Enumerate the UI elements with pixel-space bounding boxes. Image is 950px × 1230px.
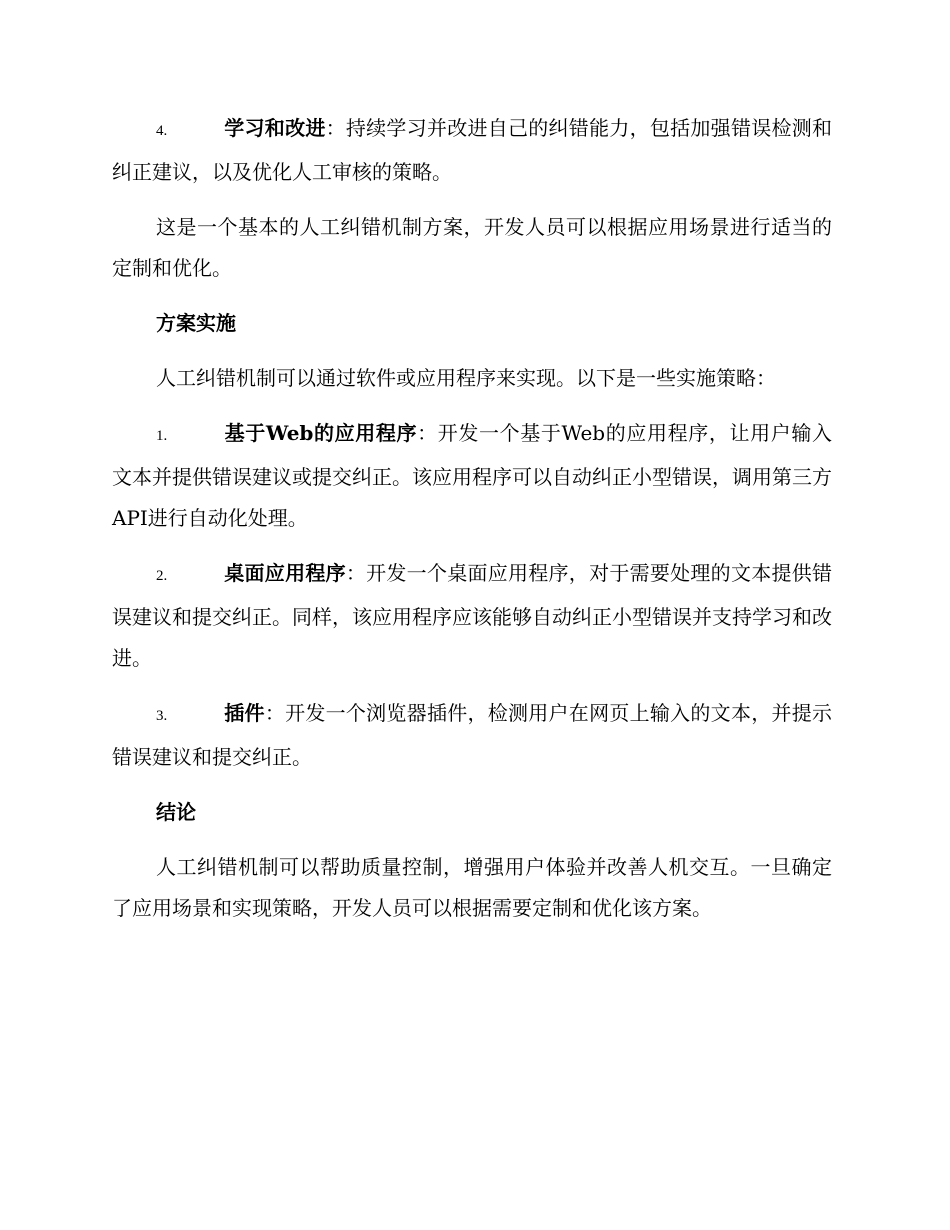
- list-number: 1.: [156, 428, 168, 444]
- list-item-4: [112, 108, 832, 193]
- document-body: [112, 108, 832, 929]
- implementation-intro-paragraph: 人工纠错机制可以通过软件或应用程序来实现。以下是一些实施策略：: [156, 366, 776, 390]
- list-text: ：开发一个桌面应用程序，对于需要处理的文本提供错误建议和提交纠正。同样，该应用程序应该能够自动纠正小型错误并支持学习和改进。: [112, 561, 833, 670]
- list-term: 学习和改进: [224, 116, 326, 140]
- section-heading-conclusion: 结论: [156, 800, 196, 824]
- list-term: 插件: [224, 701, 265, 725]
- list-text: ：持续学习并改进自己的纠错能力，包括加强错误检测和纠正建议，以及优化人工审核的策略。: [112, 116, 833, 184]
- list-number: 2.: [156, 568, 168, 584]
- summary-paragraph: 这是一个基本的人工纠错机制方案，开发人员可以根据应用场景进行适当的定制和优化。: [112, 215, 832, 280]
- list-item-2: [112, 553, 832, 679]
- list-number: 3.: [156, 708, 168, 724]
- conclusion-paragraph: 人工纠错机制可以帮助质量控制，增强用户体验并改善人机交互。一旦确定了应用场景和实现策略，开发人员可以根据需要定制和优化该方案。: [112, 855, 832, 920]
- list-text: ：开发一个浏览器插件，检测用户在网页上输入的文本，并提示错误建议和提交纠正。: [112, 701, 833, 769]
- list-term: 桌面应用程序: [224, 561, 346, 585]
- section-heading-implementation: 方案实施: [156, 311, 236, 335]
- list-number: 4.: [156, 123, 168, 139]
- list-item-1: [112, 413, 832, 539]
- list-term: 基于Web的应用程序: [224, 421, 418, 445]
- list-text: ：开发一个基于Web的应用程序，让用户输入文本并提供错误建议或提交纠正。该应用程序可以自动纠正小型错误，调用第三方API进行自动化处理。: [112, 421, 832, 530]
- list-item-3: [112, 693, 832, 778]
